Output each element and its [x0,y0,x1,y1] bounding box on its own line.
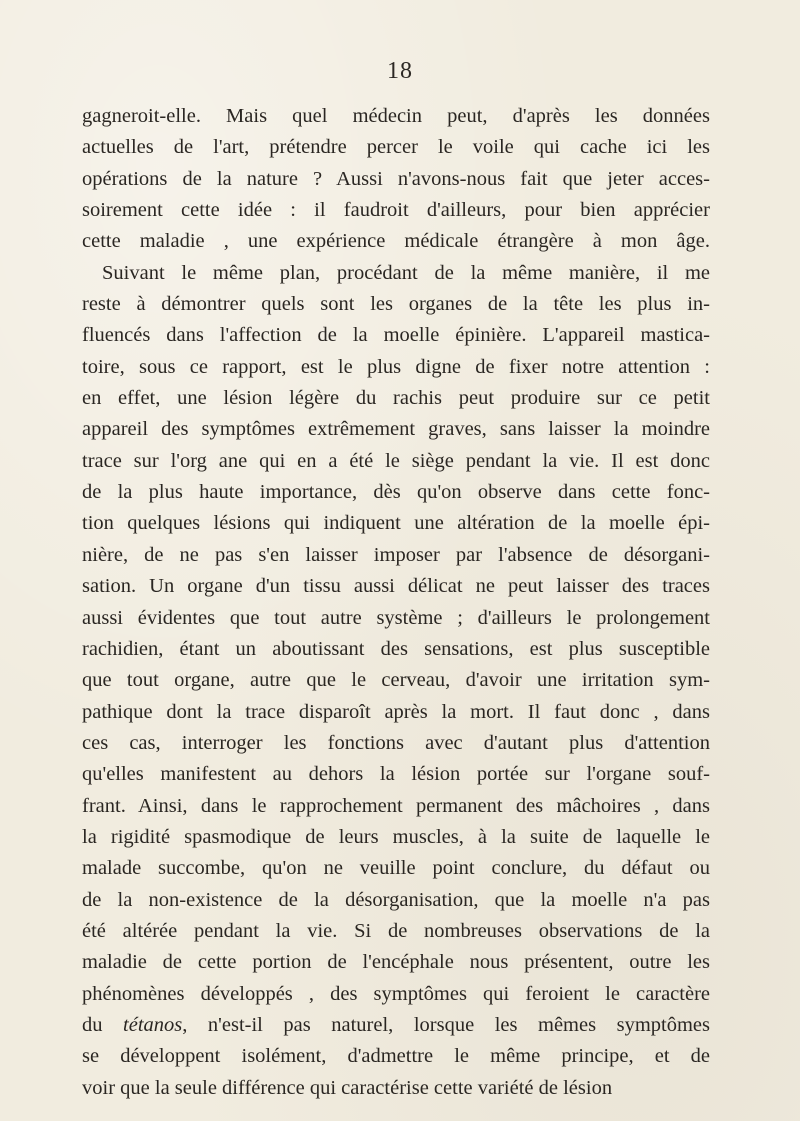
text-line: sation. Un organe d'un tissu aussi délicat ne peut laisser des traces [82,575,710,598]
text-line: gagneroit-elle. Mais quel médecin peut, d'après les données [82,105,710,127]
text-line: ces cas, interroger les fonctions avec d'autant plus d'attention [82,731,710,754]
body-text [82,101,710,1104]
text-line: du tétanos, n'est-il pas naturel, lorsque les mêmes symptômes [82,1013,711,1036]
text-line: maladie de cette portion de l'encéphale nous présentent, outre les [82,951,710,974]
text-line: actuelles de l'art, prétendre percer le voile qui cache ici les [82,136,710,159]
text-line: appareil des symptômes extrêmement graves, sans laisser la moindre [82,418,710,441]
text-line: rachidien, étant un aboutissant des sensations, est plus susceptible [82,637,710,660]
text-line: aussi évidentes que tout autre système ; d'ailleurs le prolongement [82,606,710,629]
text-line: trace sur l'org ane qui en a été le siège pendant la vie. Il est donc [82,449,710,472]
text-line: fluencés dans l'affection de la moelle épinière. L'appareil mastica- [82,324,710,347]
page-number: 18 [387,58,413,84]
text-line: reste à démontrer quels sont les organes de la tête les plus in- [82,293,710,316]
text-line: voir que la seule différence qui caractérise cette variété de lésion [82,1076,613,1099]
text-line: soirement cette idée : il faudroit d'ailleurs, pour bien apprécier [82,199,710,222]
text-line: de la non-existence de la désorganisation, que la moelle n'a pas [82,888,710,911]
text-line: frant. Ainsi, dans le rapprochement permanent des mâchoires , dans [82,794,710,817]
text-line: nière, de ne pas s'en laisser imposer par l'absence de désorgani- [82,543,710,566]
text-line: pathique dont la trace disparoît après la mort. Il faut donc , dans [82,700,710,723]
text-line: été altérée pendant la vie. Si de nombreuses observations de la [82,919,710,942]
text-line: opérations de la nature ? Aussi n'avons-nous fait que jeter acces- [82,167,710,190]
text-line: cette maladie , une expérience médicale étrangère à mon âge. [82,230,710,253]
italic-term: tétanos [123,1013,183,1036]
text-line: que tout organe, autre que le cerveau, d'avoir une irritation sym- [82,669,710,692]
text-line: tion quelques lésions qui indiquent une altération de la moelle épi- [82,512,710,535]
text-line: Suivant le même plan, procédant de la même manière, il me [102,261,710,284]
text-line: qu'elles manifestent au dehors la lésion portée sur l'organe souf- [82,763,710,786]
text-line: en effet, une lésion légère du rachis peut produire sur ce petit [82,387,710,410]
text-line: toire, sous ce rapport, est le plus digne de fixer notre attention : [82,355,710,378]
text-line: la rigidité spasmodique de leurs muscles, à la suite de laquelle le [82,825,710,848]
text-line: de la plus haute importance, dès qu'on observe dans cette fonc- [82,481,710,504]
text-line: se développent isolément, d'admettre le même principe, et de [82,1045,710,1068]
text-line: phénomènes développés , des symptômes qui feroient le caractère [82,982,710,1005]
text-line: malade succombe, qu'on ne veuille point conclure, du défaut ou [82,857,710,880]
